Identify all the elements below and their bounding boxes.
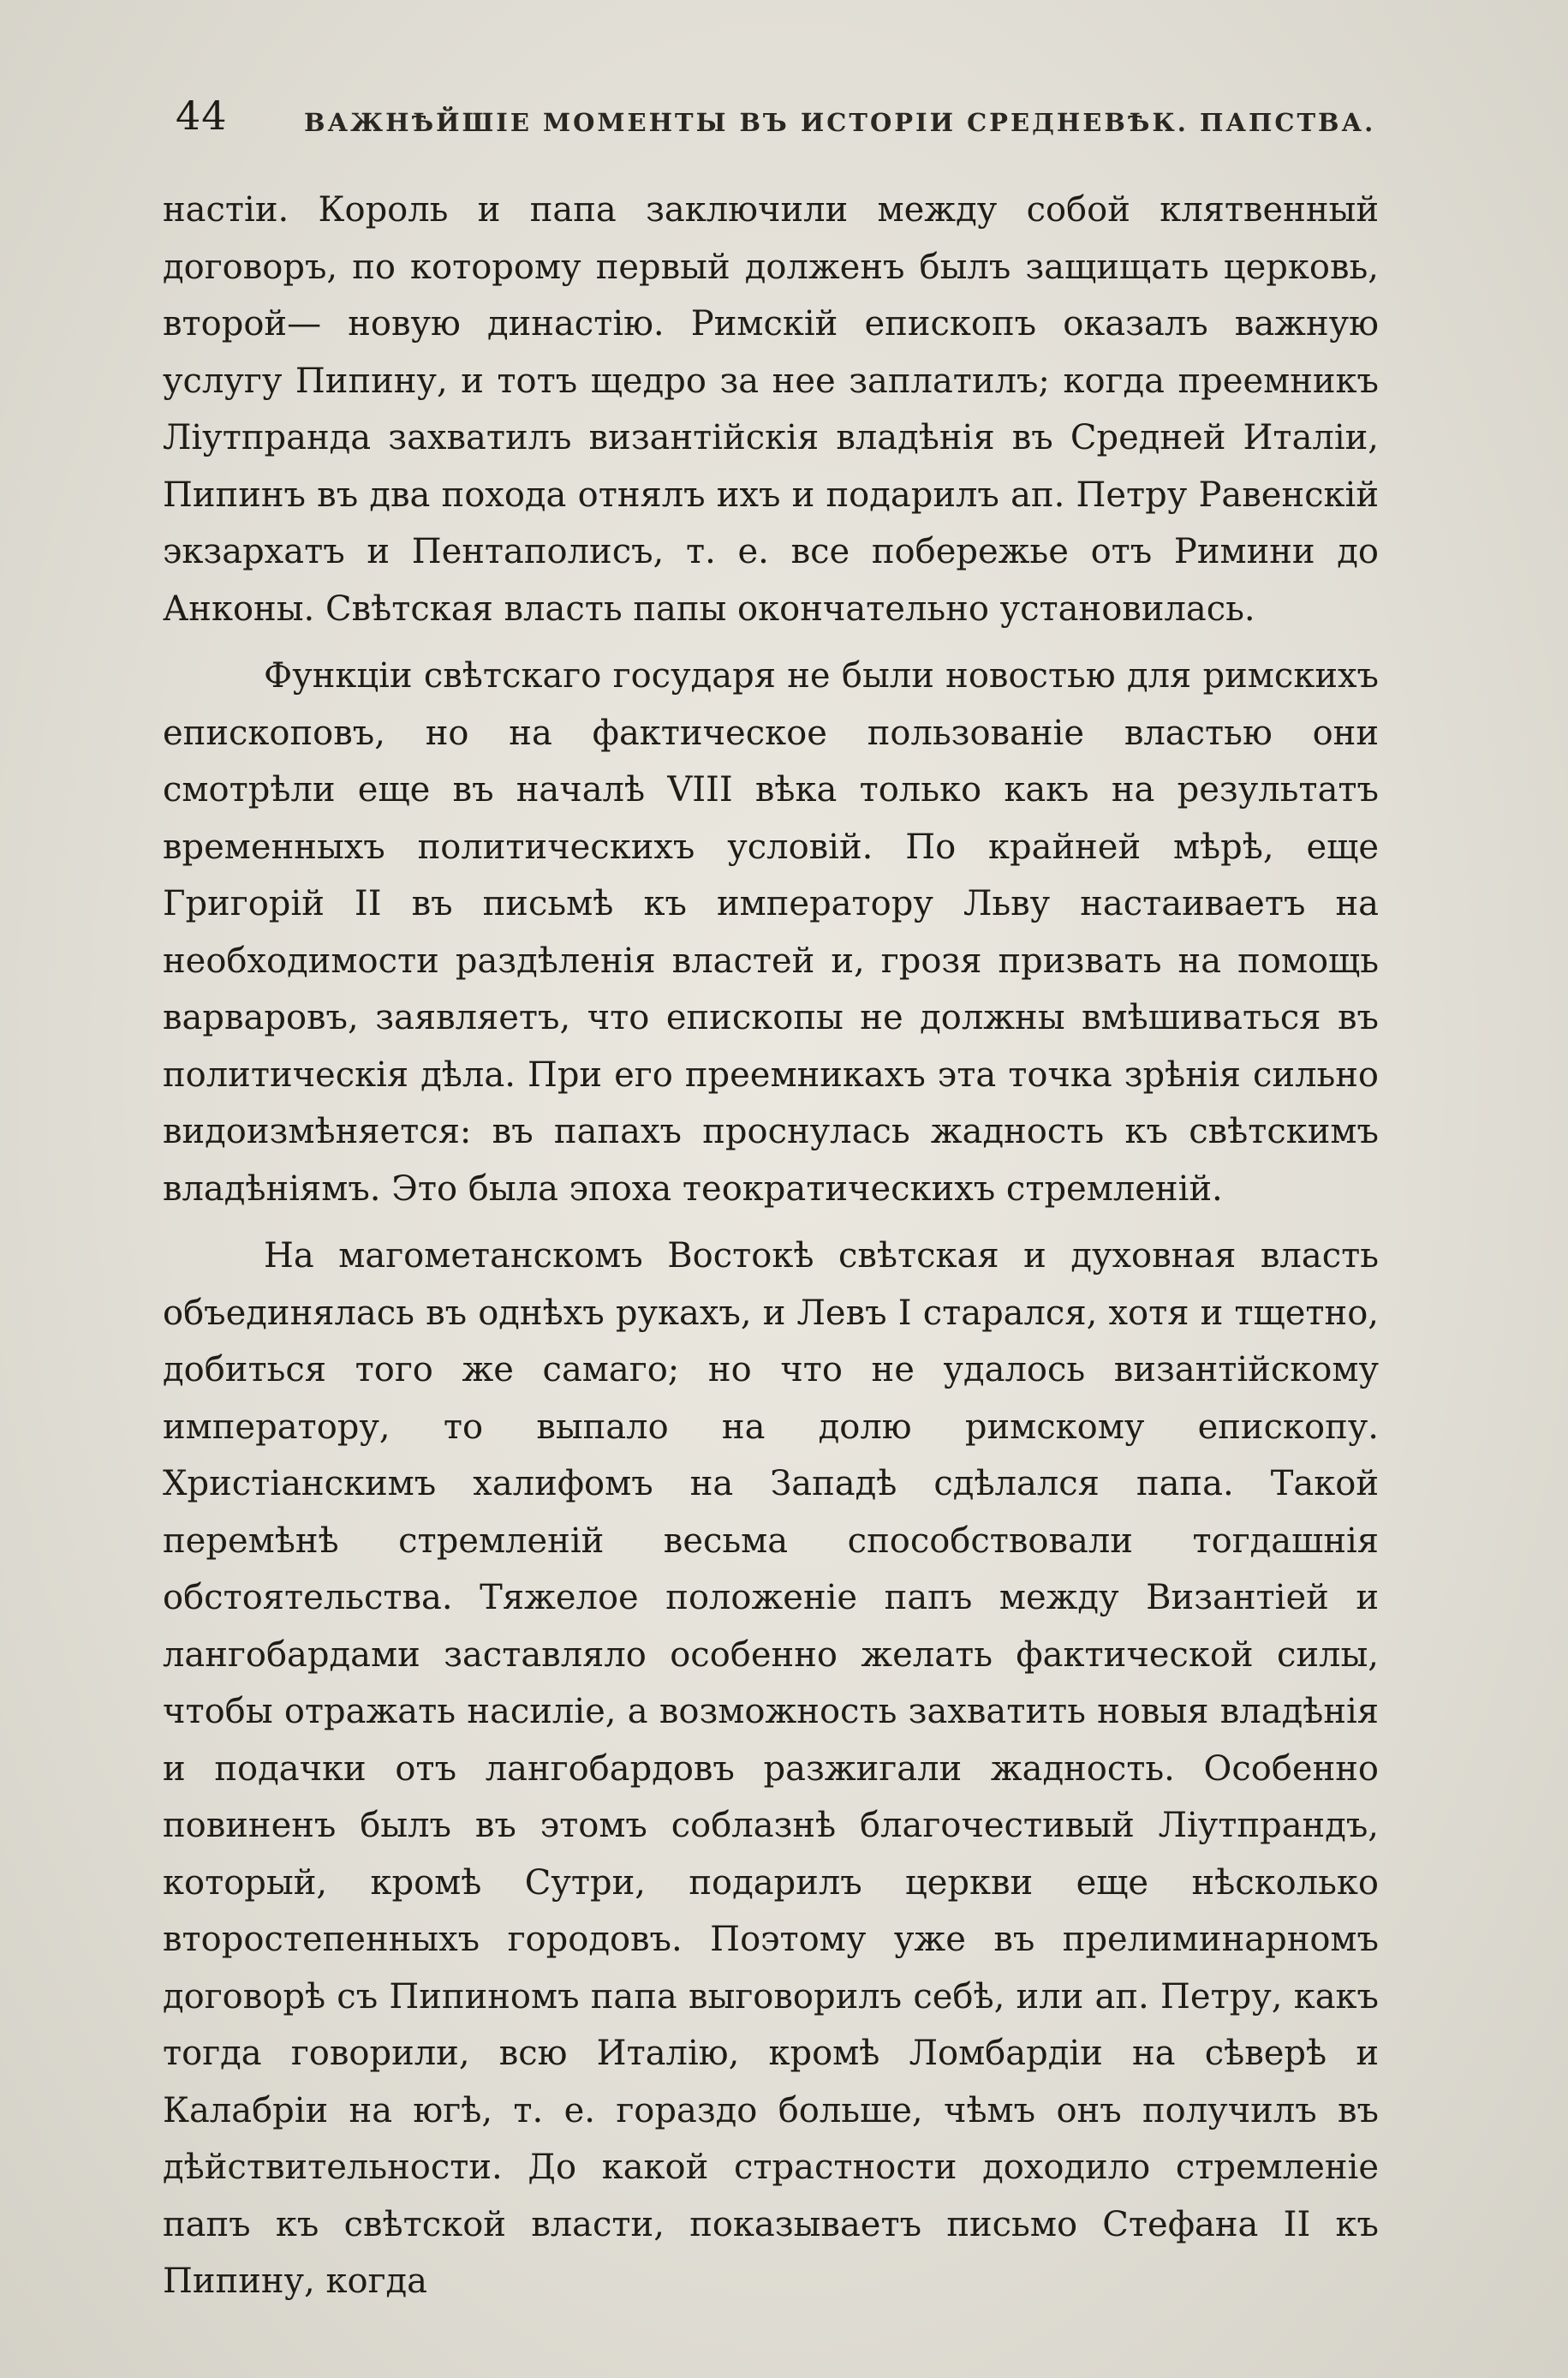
page-header bbox=[176, 93, 1392, 144]
body-text bbox=[163, 182, 1379, 2310]
running-title: ВАЖНѢЙШІЕ МОМЕНТЫ ВЪ ИСТОРІИ СРЕДНЕВѢК. ПАПСТВА. bbox=[304, 108, 1376, 137]
paragraph-1: настіи. Король и папа заключили между собой клятвенный договоръ, по которому первый долженъ былъ защищать церковь, второй— новую династію. Римскій епископъ оказалъ важную услугу Пипину, и тотъ щедро за нее заплатилъ; когда преемникъ Ліутпранда захватилъ византійскія владѣнія въ Средней Италіи, Пипинъ въ два похода отнялъ ихъ и подарилъ ап. Петру Равенскій экзархатъ и Пентаполисъ, т. е. все побережье отъ Римини до Анконы. Свѣтская власть папы окончательно установилась. bbox=[163, 190, 1379, 629]
paragraph-2: Функціи свѣтскаго государя не были новостью для римскихъ епископовъ, но на фактическое пользованіе властью они смотрѣли еще въ началѣ VIII вѣка только какъ на результатъ временныхъ политическихъ условій. По крайней мѣрѣ, еще Григорій II въ письмѣ къ императору Льву настаиваетъ на необходимости раздѣленія властей и, грозя призвать на помощь варваровъ, заявляетъ, что епископы не должны вмѣшиваться въ политическія дѣла. При его преемникахъ эта точка зрѣнія сильно видоизмѣняется: въ папахъ проснулась жадность къ свѣтскимъ владѣніямъ. Это была эпоха теократическихъ стремленій. bbox=[163, 656, 1379, 1209]
page-number: 44 bbox=[176, 93, 228, 139]
paragraph-3: На магометанскомъ Востокѣ свѣтская и духовная власть объединялась въ однѣхъ рукахъ, и Левъ I старался, хотя и тщетно, добиться того же самаго; но что не удалось византійскому императору, то выпало на долю римскому епископу. Христіанскимъ халифомъ на Западѣ сдѣлался папа. Такой перемѣнѣ стремленій весьма способствовали тогдашнія обстоятельства. Тяжелое положеніе папъ между Византіей и лангобардами заставляло особенно желать фактической силы, чтобы отражать насиліе, а возможность захватить новыя владѣнія и подачки отъ лангобардовъ разжигали жадность. Особенно повиненъ былъ въ этомъ соблазнѣ благочестивый Ліутпрандъ, который, кромѣ Сутри, подарилъ церкви еще нѣсколько второстепенныхъ городовъ. Поэтому уже въ прелиминарномъ договорѣ съ Пипиномъ папа выговорилъ себѣ, или ап. Петру, какъ тогда говорили, всю Италію, кромѣ Ломбардіи на сѣверѣ и Калабріи на югѣ, т. е. гораздо больше, чѣмъ онъ получилъ въ дѣйствительности. До какой страстности доходило стремленіе папъ къ свѣтской власти, показываетъ письмо Стефана II къ Пипину, когда bbox=[163, 1236, 1379, 2301]
